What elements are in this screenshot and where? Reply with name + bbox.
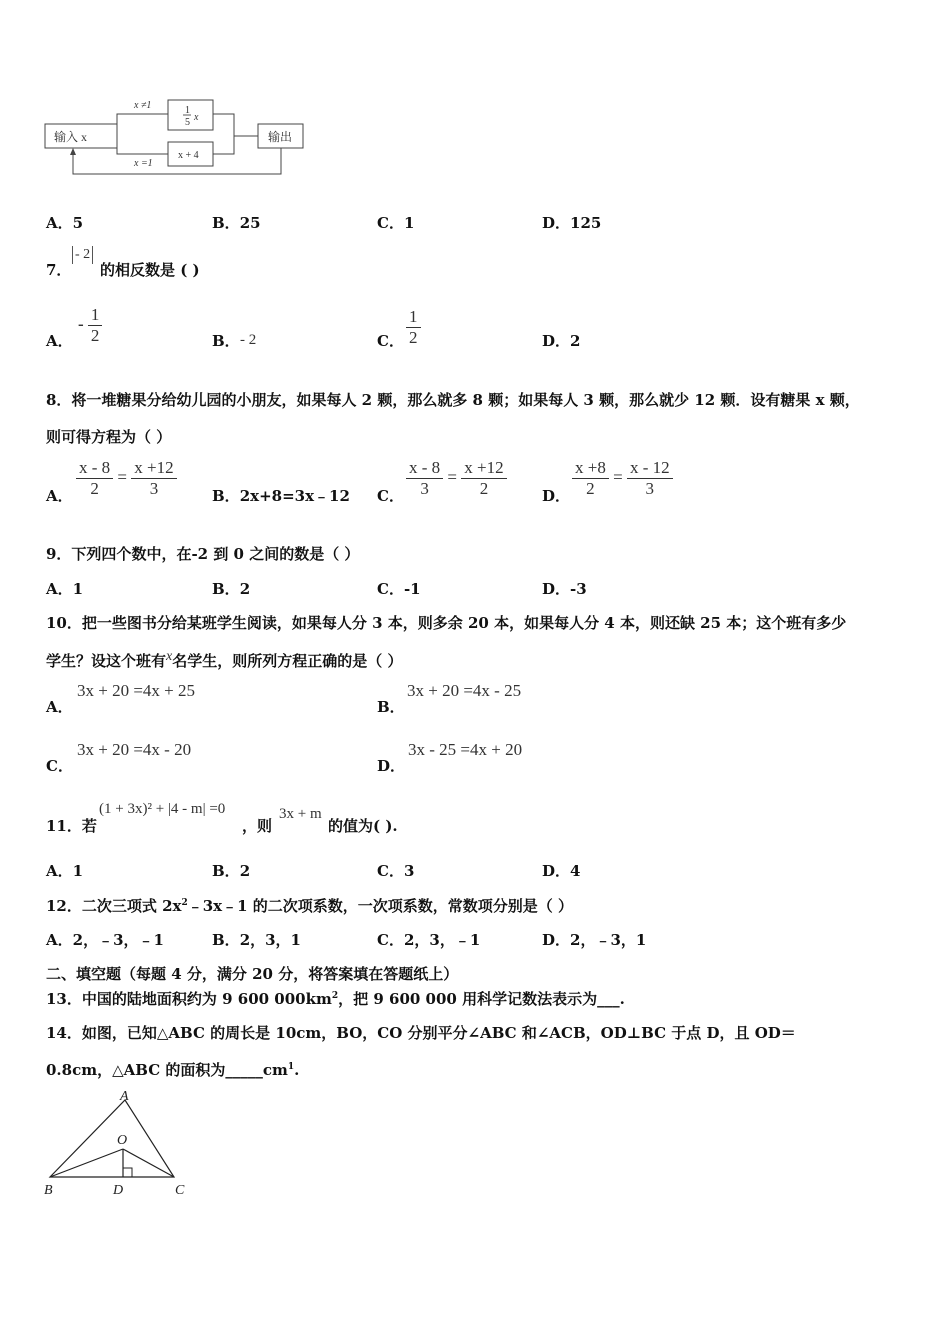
label-a: A [120,1089,129,1104]
q10-option-b-value: 3x + 20 =4x - 25 [407,681,522,700]
bottom-box-label: x + 4 [178,150,199,161]
q9-option-d: D．-3 [542,580,587,598]
q12-stem: 12．二次三项式 $2x^2﹣3x﹣1$ 的二次项系数，一次项系数，常数项分别是（ ） [46,897,574,915]
q7-number: 7． [46,261,72,279]
label-o: O [117,1133,128,1148]
q6-option-b: B．25 [212,214,261,232]
q10-line2: 学生？设这个班有x名学生，则所列方程正确的是（ ） [46,649,403,670]
q9-option-b: B．2 [212,580,251,598]
top-condition: x ≠1 [134,100,152,111]
q7-stem: 的相反数是 ( ) [100,261,200,279]
segment-co [123,1149,174,1177]
q10-option-c-value: 3x + 20 =4x - 20 [77,740,192,759]
merge-line [213,114,234,154]
q10-option-c-letter: C． [46,757,73,775]
loop-back-line [73,148,281,174]
q7-option-a-value: - $\frac{1}{2}$ [78,305,102,346]
top-branch-line [117,114,168,136]
top-box-var: x [194,112,199,123]
q7-option-a-letter: A． [46,332,73,350]
segment-bo [50,1149,123,1177]
q14-line2: 0.8cm，△ABC 的面积为$\_\_\_\_\_cm^1$. [46,1061,300,1079]
q10-option-b-letter: B． [377,698,405,716]
q10-option-d-value: 3x - 25 =4x + 20 [408,740,523,759]
q6-option-c: C．1 [377,214,415,232]
q11-option-d: D．4 [542,862,581,880]
q6-option-a: A．5 [46,214,84,232]
q6-option-d: D．125 [542,214,602,232]
flowchart-figure [44,94,308,180]
triangle-figure [40,1086,200,1202]
q12-option-c: C．2，3，﹣1 [377,931,481,949]
q9-option-c: C．-1 [377,580,421,598]
q7-option-b-letter: B． [212,332,240,350]
q8-option-d-equation: $\frac{x +8}{2}$ = $\frac{x - 12}{3}$ [572,458,673,499]
q11-mid: ，则 [242,817,273,835]
triangle-abc [50,1100,174,1177]
q8-option-c-letter: C． [377,487,404,505]
bottom-condition: x =1 [134,158,153,169]
q8-line2: 则可得方程为（ ） [46,428,172,446]
input-label: 输入 x [54,130,88,144]
q8-option-c-equation: $\frac{x - 8}{3}$ = $\frac{x +12}{2}$ [406,458,507,499]
label-d: D [113,1183,124,1198]
q11-option-c: C．3 [377,862,415,880]
q11-option-a: A．1 [46,862,84,880]
q14-line1: 14．如图，已知△ABC 的周长是 10cm，BO，CO 分别平分∠ABC 和∠ACB，OD⊥BC 于点 D，且 OD＝ [46,1024,796,1042]
q7-abs-expr: - 2 [72,246,93,264]
q7-option-c-value: $\frac{1}{2}$ [406,307,421,348]
label-c: C [175,1183,185,1198]
loop-arrow [70,148,76,155]
q11-suffix: 的值为( ). [328,817,398,835]
q9-stem: 9．下列四个数中，在-2 到 0 之间的数是（ ） [46,545,360,563]
q12-option-a: A．2，﹣3，﹣1 [46,931,164,949]
bottom-branch-line [117,136,168,154]
q10-option-a-value: 3x + 20 =4x + 25 [77,681,196,700]
q13-text: 13．中国的陆地面积约为 9 600 $000km^2$，把 9 600 000 用科学记数法表示为___. [46,990,625,1008]
q10-line1: 10．把一些图书分给某班学生阅读，如果每人分 3 本，则多余 20 本，如果每人分 4 本，则还缺 25 本；这个班有多少 [46,614,847,632]
q7-option-b-value: - 2 [240,332,257,348]
q8-option-d-letter: D． [542,487,571,505]
q7-option-d: D．2 [542,332,581,350]
q8-option-b: B．2x+8=3x﹣12 [212,487,350,505]
q8-option-a-letter: A． [46,487,73,505]
top-box-num: 1 [185,105,190,116]
q10-option-a-letter: A． [46,698,73,716]
q12-option-d: D．2，﹣3，1 [542,931,647,949]
right-angle-mark [123,1168,132,1177]
q11-prefix: 11．若 [46,817,97,835]
q9-option-a: A．1 [46,580,84,598]
output-label: 输出 [268,130,293,144]
q7-option-c-letter: C． [377,332,404,350]
top-box-den: 5 [185,117,190,128]
q12-option-b: B．2，3，1 [212,931,301,949]
q11-expression: 3x + m [279,806,322,822]
q10-option-d-letter: D． [377,757,406,775]
q11-condition: (1 + 3x)² + |4 - m| =0 [99,801,226,817]
q8-option-a-equation: $\frac{x - 8}{2}$ = $\frac{x +12}{3}$ [76,458,177,499]
q8-line1: 8．将一堆糖果分给幼儿园的小朋友，如果每人 2 颗，那么就多 8 颗；如果每人 3 颗，那么就少 12 颗．设有糖果 x 颗， [46,391,860,409]
label-b: B [44,1183,53,1198]
section2-title: 二、填空题（每题 4 分，满分 20 分，将答案填在答题纸上） [46,965,459,983]
q11-option-b: B．2 [212,862,251,880]
